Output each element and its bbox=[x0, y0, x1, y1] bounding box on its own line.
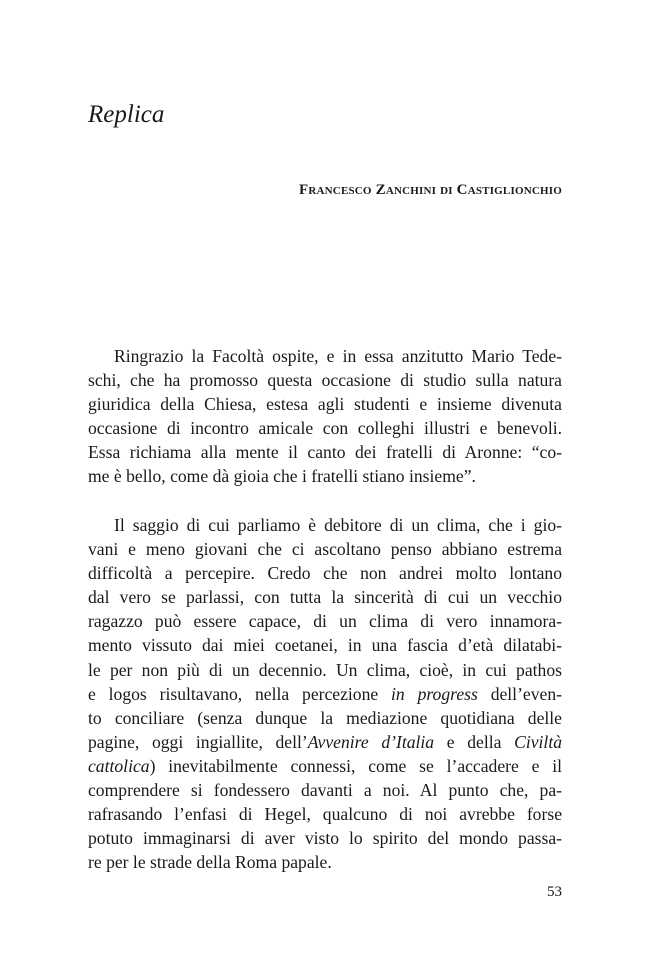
text-line: rafrasando l’enfasi di Hegel, qualcuno di noi avrebbe forse bbox=[88, 804, 562, 825]
text-line: difficoltà a percepire. Credo che non andrei molto lontano bbox=[88, 563, 562, 584]
text-line: schi, che ha promosso questa occasione di studio sulla natura bbox=[88, 370, 562, 391]
text-run: e logos risultavano, nella percezione bbox=[88, 683, 392, 704]
text-line: le per non più di un decennio. Un clima, cioè, in cui pathos bbox=[88, 659, 562, 680]
text-line: me è bello, come dà gioia che i fratelli stiano insieme”. bbox=[88, 466, 476, 487]
text-line bbox=[88, 730, 562, 754]
text-line: vani e meno giovani che ci ascoltano penso abbiano estrema bbox=[88, 539, 562, 560]
text-line: re per le strade della Roma papale. bbox=[88, 852, 332, 873]
text-line: comprendere si fondessero davanti a noi. Al punto che, pa- bbox=[88, 780, 562, 801]
text-line: occasione di incontro amicale con colleghi illustri e benevoli. bbox=[88, 418, 562, 439]
chapter-title: Replica bbox=[88, 101, 165, 128]
text-line: Essa richiama alla mente il canto dei fratelli di Aronne: “co- bbox=[88, 442, 562, 463]
italic-run: Civiltà bbox=[514, 731, 562, 752]
text-line: ragazzo può essere capace, di un clima di vero innamora- bbox=[88, 611, 562, 632]
text-line: Il saggio di cui parliamo è debitore di un clima, che i gio- bbox=[114, 515, 562, 535]
text-line: dal vero se parlassi, con tutta la sincerità di cui un vecchio bbox=[88, 587, 562, 608]
text-run: e della bbox=[434, 731, 515, 752]
text-line: mento vissuto dai miei coetanei, in una fascia d’età dilatabi- bbox=[88, 635, 562, 656]
text-line: Ringrazio la Facoltà ospite, e in essa anzitutto Mario Tede- bbox=[114, 346, 562, 366]
page-number: 53 bbox=[547, 884, 562, 900]
paragraph-2 bbox=[88, 513, 562, 874]
text-run: ) inevitabilmente connessi, come se l’accadere e il bbox=[149, 755, 562, 776]
text-run: pagine, oggi ingiallite, dell’ bbox=[88, 731, 308, 752]
author-name: Francesco Zanchini di Castiglionchio bbox=[299, 182, 562, 198]
italic-run: Avvenire d’Italia bbox=[307, 731, 435, 752]
text-line bbox=[88, 754, 562, 778]
text-run: dell’even- bbox=[477, 683, 562, 704]
text-line: giuridica della Chiesa, estesa agli studenti e insieme divenuta bbox=[88, 394, 562, 415]
text-line bbox=[88, 682, 562, 706]
italic-run: cattolica bbox=[88, 755, 150, 776]
italic-run: in progress bbox=[391, 683, 478, 704]
text-line: to conciliare (senza dunque la mediazione quotidiana delle bbox=[88, 707, 562, 728]
text-line: potuto immaginarsi di aver visto lo spirito del mondo passa- bbox=[88, 828, 562, 849]
paragraph-1 bbox=[88, 344, 562, 489]
